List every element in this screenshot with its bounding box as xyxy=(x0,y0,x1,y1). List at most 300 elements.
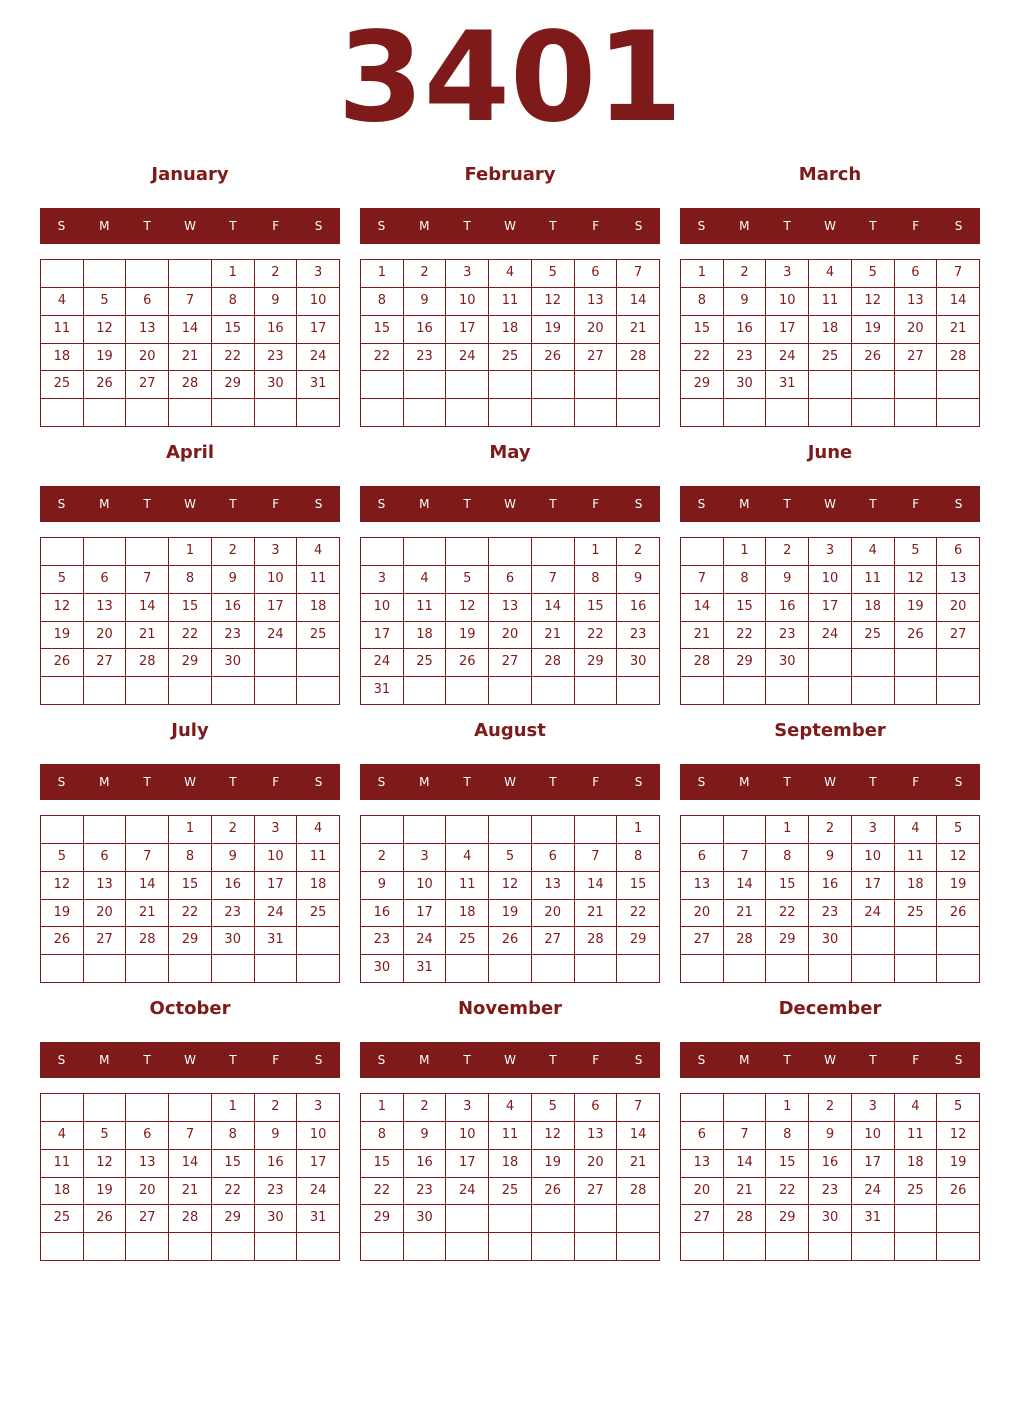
day-cell: 23 xyxy=(404,1178,447,1206)
day-cell: 15 xyxy=(766,872,809,900)
day-cell xyxy=(724,399,767,427)
day-cell: 23 xyxy=(724,344,767,372)
day-cell xyxy=(766,955,809,983)
weekday-label: W xyxy=(824,775,836,789)
day-cell xyxy=(446,955,489,983)
weekday-label: W xyxy=(824,497,836,511)
day-cell: 13 xyxy=(681,1150,724,1178)
day-cell: 19 xyxy=(41,622,84,650)
weekday-label: T xyxy=(869,1053,877,1067)
weekday-label: T xyxy=(229,497,237,511)
month-july xyxy=(40,716,340,986)
day-cell: 25 xyxy=(852,622,895,650)
day-cell: 8 xyxy=(169,844,212,872)
day-cell xyxy=(361,1233,404,1261)
day-grid xyxy=(40,259,340,427)
day-cell xyxy=(126,677,169,705)
day-cell: 21 xyxy=(532,622,575,650)
day-cell: 24 xyxy=(297,1178,340,1206)
day-cell: 31 xyxy=(766,371,809,399)
day-cell: 28 xyxy=(937,344,980,372)
day-cell xyxy=(937,371,980,399)
day-cell: 23 xyxy=(212,622,255,650)
day-cell xyxy=(169,399,212,427)
day-cell: 31 xyxy=(852,1205,895,1233)
day-cell xyxy=(446,538,489,566)
day-cell: 18 xyxy=(297,594,340,622)
weekday-label: S xyxy=(697,1053,706,1067)
day-cell xyxy=(617,371,660,399)
day-cell xyxy=(212,1233,255,1261)
day-cell: 6 xyxy=(126,288,169,316)
day-cell: 10 xyxy=(297,288,340,316)
day-cell xyxy=(446,816,489,844)
day-cell: 29 xyxy=(766,1205,809,1233)
weekday-label: T xyxy=(463,219,471,233)
month-october xyxy=(40,994,340,1264)
day-cell: 21 xyxy=(617,316,660,344)
month-february xyxy=(360,160,660,430)
day-cell: 14 xyxy=(617,288,660,316)
day-cell: 26 xyxy=(41,649,84,677)
day-cell: 10 xyxy=(766,288,809,316)
day-cell: 4 xyxy=(489,1094,532,1122)
day-cell: 27 xyxy=(895,344,938,372)
day-cell xyxy=(809,677,852,705)
day-cell: 7 xyxy=(724,844,767,872)
day-cell: 15 xyxy=(212,1150,255,1178)
weekday-label: S xyxy=(634,1053,643,1067)
weekday-label: T xyxy=(869,497,877,511)
day-cell: 10 xyxy=(255,844,298,872)
weekday-label: S xyxy=(57,219,66,233)
day-cell: 3 xyxy=(255,816,298,844)
day-cell: 24 xyxy=(852,1178,895,1206)
weekday-label: T xyxy=(229,775,237,789)
day-cell xyxy=(617,1205,660,1233)
day-cell xyxy=(681,1233,724,1261)
day-cell: 21 xyxy=(169,1178,212,1206)
day-cell: 8 xyxy=(681,288,724,316)
day-cell: 9 xyxy=(404,288,447,316)
day-cell: 4 xyxy=(404,566,447,594)
day-cell: 2 xyxy=(361,844,404,872)
day-cell xyxy=(532,816,575,844)
day-cell xyxy=(532,955,575,983)
day-cell: 14 xyxy=(724,872,767,900)
day-cell: 15 xyxy=(575,594,618,622)
day-cell: 24 xyxy=(852,900,895,928)
day-cell: 11 xyxy=(446,872,489,900)
day-cell: 11 xyxy=(404,594,447,622)
weekday-label: S xyxy=(377,497,386,511)
day-cell xyxy=(575,816,618,844)
month-june xyxy=(680,438,980,708)
day-cell: 28 xyxy=(126,649,169,677)
day-cell: 28 xyxy=(617,1178,660,1206)
weekday-header xyxy=(40,764,340,800)
day-cell xyxy=(532,371,575,399)
day-cell xyxy=(895,927,938,955)
day-cell xyxy=(489,816,532,844)
day-cell: 20 xyxy=(681,1178,724,1206)
weekday-label: F xyxy=(272,219,280,233)
day-cell xyxy=(489,1205,532,1233)
day-cell: 29 xyxy=(575,649,618,677)
day-cell: 6 xyxy=(575,260,618,288)
day-cell: 19 xyxy=(84,1178,127,1206)
day-cell: 28 xyxy=(575,927,618,955)
day-cell: 9 xyxy=(212,566,255,594)
weekday-label: F xyxy=(912,219,920,233)
weekday-label: T xyxy=(463,1053,471,1067)
day-cell: 1 xyxy=(766,816,809,844)
day-cell: 1 xyxy=(212,260,255,288)
day-cell: 28 xyxy=(169,371,212,399)
day-cell: 13 xyxy=(84,872,127,900)
day-cell xyxy=(126,816,169,844)
day-cell: 20 xyxy=(126,344,169,372)
day-cell xyxy=(681,399,724,427)
weekday-label: F xyxy=(912,775,920,789)
weekday-header xyxy=(40,486,340,522)
day-cell: 24 xyxy=(766,344,809,372)
day-cell: 25 xyxy=(809,344,852,372)
day-cell: 7 xyxy=(126,566,169,594)
day-cell: 4 xyxy=(297,538,340,566)
day-cell: 22 xyxy=(212,344,255,372)
day-grid xyxy=(40,815,340,983)
day-cell: 4 xyxy=(489,260,532,288)
weekday-label: S xyxy=(314,219,323,233)
day-cell: 17 xyxy=(809,594,852,622)
day-cell xyxy=(361,816,404,844)
weekday-label: W xyxy=(184,1053,196,1067)
day-cell xyxy=(41,677,84,705)
day-cell xyxy=(255,399,298,427)
weekday-header xyxy=(680,764,980,800)
day-cell: 4 xyxy=(895,1094,938,1122)
day-cell: 18 xyxy=(895,1150,938,1178)
weekday-header xyxy=(360,208,660,244)
day-cell xyxy=(617,399,660,427)
day-cell: 3 xyxy=(766,260,809,288)
day-cell: 18 xyxy=(297,872,340,900)
day-cell xyxy=(937,677,980,705)
day-cell: 6 xyxy=(937,538,980,566)
day-cell: 26 xyxy=(532,344,575,372)
day-cell: 27 xyxy=(575,1178,618,1206)
day-cell xyxy=(937,649,980,677)
day-cell: 13 xyxy=(532,872,575,900)
day-cell: 14 xyxy=(617,1122,660,1150)
day-cell: 9 xyxy=(617,566,660,594)
day-cell xyxy=(681,955,724,983)
day-cell: 29 xyxy=(617,927,660,955)
day-grid xyxy=(40,1093,340,1261)
day-cell xyxy=(169,955,212,983)
day-cell xyxy=(446,677,489,705)
day-cell: 18 xyxy=(41,344,84,372)
day-cell: 30 xyxy=(404,1205,447,1233)
day-cell: 13 xyxy=(937,566,980,594)
day-cell xyxy=(766,1233,809,1261)
day-cell: 22 xyxy=(169,900,212,928)
day-cell: 27 xyxy=(126,1205,169,1233)
day-cell: 28 xyxy=(724,927,767,955)
day-cell xyxy=(724,816,767,844)
day-cell xyxy=(169,1094,212,1122)
day-cell: 30 xyxy=(809,1205,852,1233)
day-cell: 24 xyxy=(297,344,340,372)
day-cell xyxy=(404,538,447,566)
day-cell: 21 xyxy=(169,344,212,372)
day-cell: 5 xyxy=(84,288,127,316)
weekday-label: S xyxy=(314,775,323,789)
day-cell: 8 xyxy=(617,844,660,872)
day-cell: 4 xyxy=(852,538,895,566)
day-cell xyxy=(895,1205,938,1233)
day-cell xyxy=(532,677,575,705)
day-cell xyxy=(895,371,938,399)
month-august xyxy=(360,716,660,986)
day-cell: 7 xyxy=(617,1094,660,1122)
month-title: October xyxy=(149,998,231,1019)
day-cell: 9 xyxy=(809,844,852,872)
day-cell: 26 xyxy=(852,344,895,372)
day-cell: 19 xyxy=(532,316,575,344)
weekday-label: T xyxy=(143,497,151,511)
day-cell: 8 xyxy=(766,1122,809,1150)
day-grid xyxy=(40,537,340,705)
day-cell: 7 xyxy=(126,844,169,872)
day-cell: 11 xyxy=(297,844,340,872)
day-cell: 7 xyxy=(617,260,660,288)
day-cell: 30 xyxy=(212,927,255,955)
day-cell xyxy=(297,649,340,677)
day-cell: 5 xyxy=(489,844,532,872)
day-cell xyxy=(84,1094,127,1122)
day-cell xyxy=(937,1233,980,1261)
day-cell: 29 xyxy=(766,927,809,955)
day-cell: 3 xyxy=(255,538,298,566)
month-title: January xyxy=(151,164,229,185)
weekday-label: S xyxy=(57,775,66,789)
day-cell: 2 xyxy=(809,816,852,844)
weekday-label: W xyxy=(184,497,196,511)
day-cell: 18 xyxy=(404,622,447,650)
day-cell: 2 xyxy=(617,538,660,566)
day-cell: 17 xyxy=(255,594,298,622)
day-cell xyxy=(297,1233,340,1261)
day-cell: 14 xyxy=(126,872,169,900)
day-cell: 18 xyxy=(489,316,532,344)
day-cell xyxy=(766,399,809,427)
day-cell: 9 xyxy=(766,566,809,594)
weekday-label: S xyxy=(377,219,386,233)
day-cell: 12 xyxy=(895,566,938,594)
weekday-label: S xyxy=(697,497,706,511)
day-cell: 1 xyxy=(361,260,404,288)
day-cell: 4 xyxy=(446,844,489,872)
day-cell: 29 xyxy=(169,649,212,677)
day-cell: 10 xyxy=(297,1122,340,1150)
day-cell xyxy=(532,1233,575,1261)
weekday-label: S xyxy=(954,1053,963,1067)
weekday-label: W xyxy=(504,1053,516,1067)
day-cell xyxy=(532,1205,575,1233)
day-cell xyxy=(361,538,404,566)
day-cell xyxy=(489,538,532,566)
month-title: November xyxy=(457,998,563,1019)
weekday-label: S xyxy=(314,497,323,511)
day-cell: 11 xyxy=(41,316,84,344)
weekday-label: S xyxy=(634,775,643,789)
day-cell xyxy=(724,1233,767,1261)
day-cell: 6 xyxy=(84,844,127,872)
day-cell: 19 xyxy=(852,316,895,344)
day-cell: 20 xyxy=(681,900,724,928)
day-cell: 11 xyxy=(852,566,895,594)
day-cell xyxy=(446,1233,489,1261)
weekday-header xyxy=(360,1042,660,1078)
day-cell: 20 xyxy=(575,316,618,344)
day-cell: 13 xyxy=(895,288,938,316)
day-cell: 5 xyxy=(532,1094,575,1122)
weekday-label: W xyxy=(504,775,516,789)
day-cell: 26 xyxy=(446,649,489,677)
weekday-header xyxy=(360,486,660,522)
month-march xyxy=(680,160,980,430)
day-cell xyxy=(489,371,532,399)
day-cell: 6 xyxy=(84,566,127,594)
weekday-label: M xyxy=(739,219,750,233)
day-cell: 20 xyxy=(84,900,127,928)
day-cell: 18 xyxy=(852,594,895,622)
day-cell: 30 xyxy=(724,371,767,399)
day-cell xyxy=(361,399,404,427)
day-cell: 23 xyxy=(617,622,660,650)
day-cell: 13 xyxy=(84,594,127,622)
day-cell: 31 xyxy=(297,371,340,399)
weekday-label: M xyxy=(419,1053,430,1067)
day-cell: 2 xyxy=(766,538,809,566)
month-title: August xyxy=(474,720,546,741)
day-cell: 10 xyxy=(446,1122,489,1150)
day-cell: 11 xyxy=(809,288,852,316)
day-cell: 3 xyxy=(852,1094,895,1122)
day-cell: 15 xyxy=(169,594,212,622)
day-cell xyxy=(895,649,938,677)
weekday-label: T xyxy=(229,219,237,233)
day-cell: 26 xyxy=(489,927,532,955)
day-cell: 9 xyxy=(255,288,298,316)
day-cell: 29 xyxy=(169,927,212,955)
day-cell xyxy=(255,677,298,705)
weekday-label: T xyxy=(143,1053,151,1067)
weekday-label: S xyxy=(954,219,963,233)
day-cell: 22 xyxy=(724,622,767,650)
day-cell: 30 xyxy=(255,1205,298,1233)
day-cell xyxy=(895,1233,938,1261)
day-cell: 12 xyxy=(84,316,127,344)
month-november xyxy=(360,994,660,1264)
day-cell: 18 xyxy=(489,1150,532,1178)
day-cell xyxy=(852,649,895,677)
day-cell: 27 xyxy=(84,649,127,677)
day-cell xyxy=(84,1233,127,1261)
day-cell: 1 xyxy=(169,816,212,844)
day-cell: 4 xyxy=(297,816,340,844)
day-cell xyxy=(724,955,767,983)
day-cell: 8 xyxy=(361,288,404,316)
month-december xyxy=(680,994,980,1264)
day-cell: 2 xyxy=(724,260,767,288)
day-cell: 30 xyxy=(255,371,298,399)
day-cell: 22 xyxy=(361,344,404,372)
day-cell: 22 xyxy=(681,344,724,372)
day-cell xyxy=(41,816,84,844)
day-cell: 23 xyxy=(255,1178,298,1206)
day-cell: 5 xyxy=(446,566,489,594)
day-cell: 25 xyxy=(41,1205,84,1233)
day-cell: 17 xyxy=(446,1150,489,1178)
day-cell: 14 xyxy=(575,872,618,900)
day-cell xyxy=(84,955,127,983)
weekday-label: W xyxy=(184,219,196,233)
day-cell xyxy=(681,538,724,566)
day-cell: 7 xyxy=(169,288,212,316)
day-cell: 24 xyxy=(361,649,404,677)
day-cell: 2 xyxy=(255,1094,298,1122)
day-cell: 4 xyxy=(809,260,852,288)
day-cell: 15 xyxy=(724,594,767,622)
day-cell: 13 xyxy=(681,872,724,900)
day-cell: 19 xyxy=(84,344,127,372)
day-cell: 28 xyxy=(617,344,660,372)
day-cell xyxy=(852,955,895,983)
day-cell: 2 xyxy=(212,816,255,844)
day-cell: 22 xyxy=(575,622,618,650)
day-cell: 5 xyxy=(41,566,84,594)
day-cell: 29 xyxy=(212,1205,255,1233)
month-title: December xyxy=(778,998,882,1019)
day-cell xyxy=(852,927,895,955)
day-cell xyxy=(809,399,852,427)
weekday-label: S xyxy=(377,775,386,789)
day-cell: 17 xyxy=(297,1150,340,1178)
day-cell: 7 xyxy=(681,566,724,594)
weekday-label: T xyxy=(549,219,557,233)
day-cell: 13 xyxy=(126,1150,169,1178)
day-cell: 11 xyxy=(41,1150,84,1178)
weekday-label: T xyxy=(783,775,791,789)
day-cell: 15 xyxy=(617,872,660,900)
day-cell: 17 xyxy=(361,622,404,650)
day-cell: 20 xyxy=(126,1178,169,1206)
day-cell xyxy=(489,677,532,705)
day-cell xyxy=(489,399,532,427)
day-cell: 3 xyxy=(297,260,340,288)
day-cell: 18 xyxy=(41,1178,84,1206)
day-cell: 29 xyxy=(681,371,724,399)
day-grid xyxy=(360,1093,660,1261)
month-title: May xyxy=(489,442,531,463)
day-cell xyxy=(937,399,980,427)
day-cell: 21 xyxy=(681,622,724,650)
month-september xyxy=(680,716,980,986)
day-cell: 10 xyxy=(361,594,404,622)
